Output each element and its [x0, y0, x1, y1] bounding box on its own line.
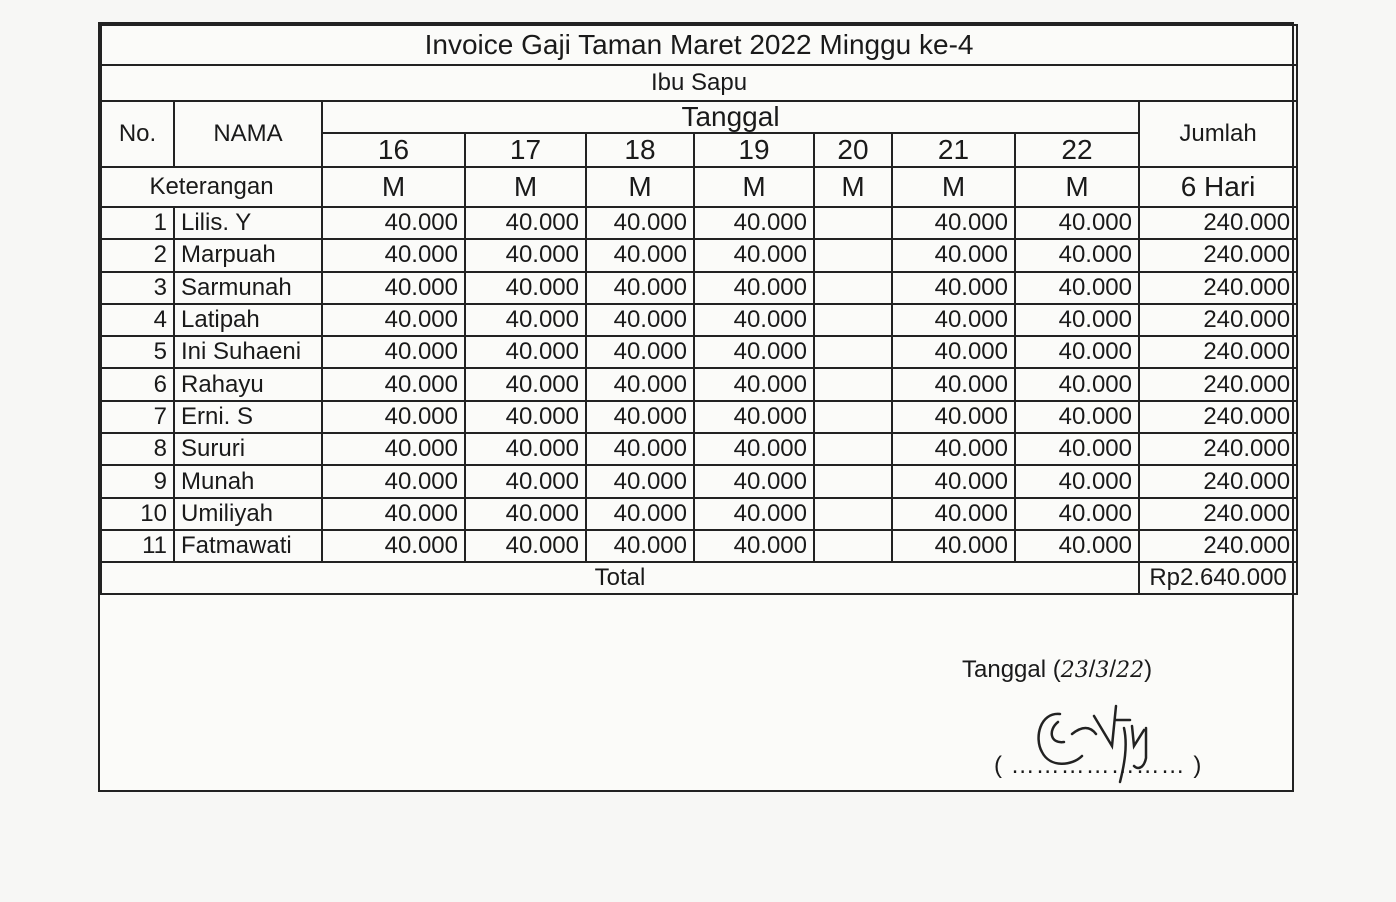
total-value: Rp2.640.000	[1139, 562, 1297, 594]
header-keterangan: Keterangan	[101, 167, 322, 207]
row-amount: 40.000	[322, 304, 465, 336]
table-row	[101, 401, 1297, 433]
header-code: M	[892, 167, 1015, 207]
row-total: 240.000	[1139, 207, 1297, 239]
row-amount: 40.000	[586, 336, 694, 368]
row-amount	[814, 239, 892, 271]
header-date-18: 18	[586, 133, 694, 167]
row-no: 2	[101, 239, 174, 271]
row-amount: 40.000	[694, 530, 814, 562]
date-label: Tanggal (	[962, 656, 1061, 683]
table-row	[101, 272, 1297, 304]
header-code: M	[322, 167, 465, 207]
row-amount	[814, 401, 892, 433]
table-row	[101, 465, 1297, 497]
header-date-17: 17	[465, 133, 586, 167]
header-date-20: 20	[814, 133, 892, 167]
row-amount: 40.000	[465, 433, 586, 465]
row-amount	[814, 498, 892, 530]
row-no: 11	[101, 530, 174, 562]
row-name: Ini Suhaeni	[174, 336, 322, 368]
row-amount: 40.000	[1015, 433, 1139, 465]
row-no: 1	[101, 207, 174, 239]
row-amount	[814, 433, 892, 465]
invoice-title: Invoice Gaji Taman Maret 2022 Minggu ke-4	[101, 25, 1297, 65]
row-amount	[814, 530, 892, 562]
row-amount: 40.000	[465, 498, 586, 530]
row-amount: 40.000	[322, 336, 465, 368]
signature-name-line	[994, 752, 1202, 780]
row-amount: 40.000	[322, 465, 465, 497]
row-total: 240.000	[1139, 401, 1297, 433]
row-amount: 40.000	[465, 272, 586, 304]
header-code: M	[465, 167, 586, 207]
row-amount: 40.000	[694, 368, 814, 400]
row-amount: 40.000	[586, 530, 694, 562]
row-amount: 40.000	[892, 239, 1015, 271]
row-no: 5	[101, 336, 174, 368]
row-total: 240.000	[1139, 368, 1297, 400]
row-amount: 40.000	[1015, 368, 1139, 400]
header-date-22: 22	[1015, 133, 1139, 167]
row-amount: 40.000	[465, 239, 586, 271]
row-name: Munah	[174, 465, 322, 497]
row-amount: 40.000	[892, 336, 1015, 368]
row-amount: 40.000	[322, 530, 465, 562]
header-days: 6 Hari	[1139, 167, 1297, 207]
sig-open: (	[994, 752, 1003, 779]
row-amount: 40.000	[1015, 465, 1139, 497]
row-name: Umiliyah	[174, 498, 322, 530]
header-date-19: 19	[694, 133, 814, 167]
date-day: 23	[1060, 658, 1089, 683]
row-amount: 40.000	[892, 433, 1015, 465]
row-amount: 40.000	[892, 368, 1015, 400]
row-amount	[814, 207, 892, 239]
table-row	[101, 239, 1297, 271]
table-row	[101, 433, 1297, 465]
row-amount: 40.000	[465, 401, 586, 433]
table-row	[101, 498, 1297, 530]
row-name: Sururi	[174, 433, 322, 465]
header-jumlah: Jumlah	[1139, 101, 1297, 167]
row-name: Marpuah	[174, 239, 322, 271]
row-amount: 40.000	[694, 433, 814, 465]
row-name: Lilis. Y	[174, 207, 322, 239]
row-name: Fatmawati	[174, 530, 322, 562]
date-sep-2: /	[1109, 656, 1117, 683]
row-amount: 40.000	[694, 239, 814, 271]
row-total: 240.000	[1139, 272, 1297, 304]
row-amount: 40.000	[586, 368, 694, 400]
row-amount: 40.000	[586, 401, 694, 433]
row-amount: 40.000	[694, 336, 814, 368]
row-amount: 40.000	[586, 272, 694, 304]
sig-dots: …………………	[1010, 752, 1186, 779]
date-sep-1: /	[1088, 656, 1096, 683]
table-row	[101, 368, 1297, 400]
invoice-sheet	[98, 22, 1294, 792]
row-amount: 40.000	[892, 207, 1015, 239]
row-total: 240.000	[1139, 530, 1297, 562]
row-amount: 40.000	[892, 304, 1015, 336]
row-amount: 40.000	[586, 433, 694, 465]
row-amount: 40.000	[322, 401, 465, 433]
row-name: Erni. S	[174, 401, 322, 433]
header-date-16: 16	[322, 133, 465, 167]
table-row	[101, 304, 1297, 336]
row-amount: 40.000	[892, 530, 1015, 562]
row-total: 240.000	[1139, 433, 1297, 465]
row-amount	[814, 272, 892, 304]
row-amount: 40.000	[586, 207, 694, 239]
date-year: 22	[1116, 658, 1145, 683]
row-amount: 40.000	[1015, 336, 1139, 368]
row-amount: 40.000	[694, 272, 814, 304]
row-amount: 40.000	[322, 498, 465, 530]
row-amount: 40.000	[694, 498, 814, 530]
row-no: 8	[101, 433, 174, 465]
header-no: No.	[101, 101, 174, 167]
row-amount: 40.000	[892, 401, 1015, 433]
row-amount: 40.000	[586, 304, 694, 336]
row-amount: 40.000	[1015, 530, 1139, 562]
row-no: 3	[101, 272, 174, 304]
invoice-table	[100, 24, 1298, 595]
header-code: M	[1015, 167, 1139, 207]
row-amount: 40.000	[465, 304, 586, 336]
row-amount: 40.000	[892, 465, 1015, 497]
row-amount: 40.000	[465, 530, 586, 562]
date-close: )	[1144, 656, 1153, 683]
row-amount: 40.000	[322, 368, 465, 400]
header-code: M	[694, 167, 814, 207]
row-name: Sarmunah	[174, 272, 322, 304]
sig-close: )	[1193, 752, 1203, 779]
row-amount: 40.000	[465, 465, 586, 497]
row-amount: 40.000	[1015, 239, 1139, 271]
row-amount	[814, 304, 892, 336]
row-amount: 40.000	[1015, 498, 1139, 530]
total-row	[101, 562, 1297, 594]
row-amount: 40.000	[694, 465, 814, 497]
row-name: Rahayu	[174, 368, 322, 400]
row-no: 4	[101, 304, 174, 336]
row-no: 10	[101, 498, 174, 530]
row-amount	[814, 336, 892, 368]
row-amount: 40.000	[694, 207, 814, 239]
row-amount: 40.000	[1015, 304, 1139, 336]
row-amount: 40.000	[892, 272, 1015, 304]
row-amount: 40.000	[465, 368, 586, 400]
row-amount: 40.000	[694, 401, 814, 433]
invoice-subtitle: Ibu Sapu	[101, 65, 1297, 101]
header-code: M	[586, 167, 694, 207]
row-total: 240.000	[1139, 239, 1297, 271]
header-nama: NAMA	[174, 101, 322, 167]
signature-date	[962, 656, 1152, 684]
row-total: 240.000	[1139, 498, 1297, 530]
row-amount: 40.000	[465, 336, 586, 368]
row-amount: 40.000	[892, 498, 1015, 530]
header-tanggal: Tanggal	[322, 101, 1139, 133]
row-amount: 40.000	[586, 465, 694, 497]
row-no: 6	[101, 368, 174, 400]
header-code: M	[814, 167, 892, 207]
row-amount: 40.000	[322, 239, 465, 271]
row-amount	[814, 368, 892, 400]
row-amount: 40.000	[586, 239, 694, 271]
row-amount: 40.000	[1015, 272, 1139, 304]
header-date-21: 21	[892, 133, 1015, 167]
total-label: Total	[101, 562, 1139, 594]
row-amount	[814, 465, 892, 497]
row-amount: 40.000	[322, 433, 465, 465]
row-no: 7	[101, 401, 174, 433]
table-row	[101, 207, 1297, 239]
table-row	[101, 336, 1297, 368]
row-total: 240.000	[1139, 336, 1297, 368]
row-amount: 40.000	[322, 207, 465, 239]
row-amount: 40.000	[1015, 401, 1139, 433]
row-name: Latipah	[174, 304, 322, 336]
row-amount: 40.000	[694, 304, 814, 336]
row-no: 9	[101, 465, 174, 497]
table-row	[101, 530, 1297, 562]
row-total: 240.000	[1139, 304, 1297, 336]
row-amount: 40.000	[1015, 207, 1139, 239]
date-month: 3	[1095, 658, 1110, 683]
row-amount: 40.000	[322, 272, 465, 304]
row-total: 240.000	[1139, 465, 1297, 497]
row-amount: 40.000	[465, 207, 586, 239]
signature-area	[100, 612, 1292, 790]
row-amount: 40.000	[586, 498, 694, 530]
